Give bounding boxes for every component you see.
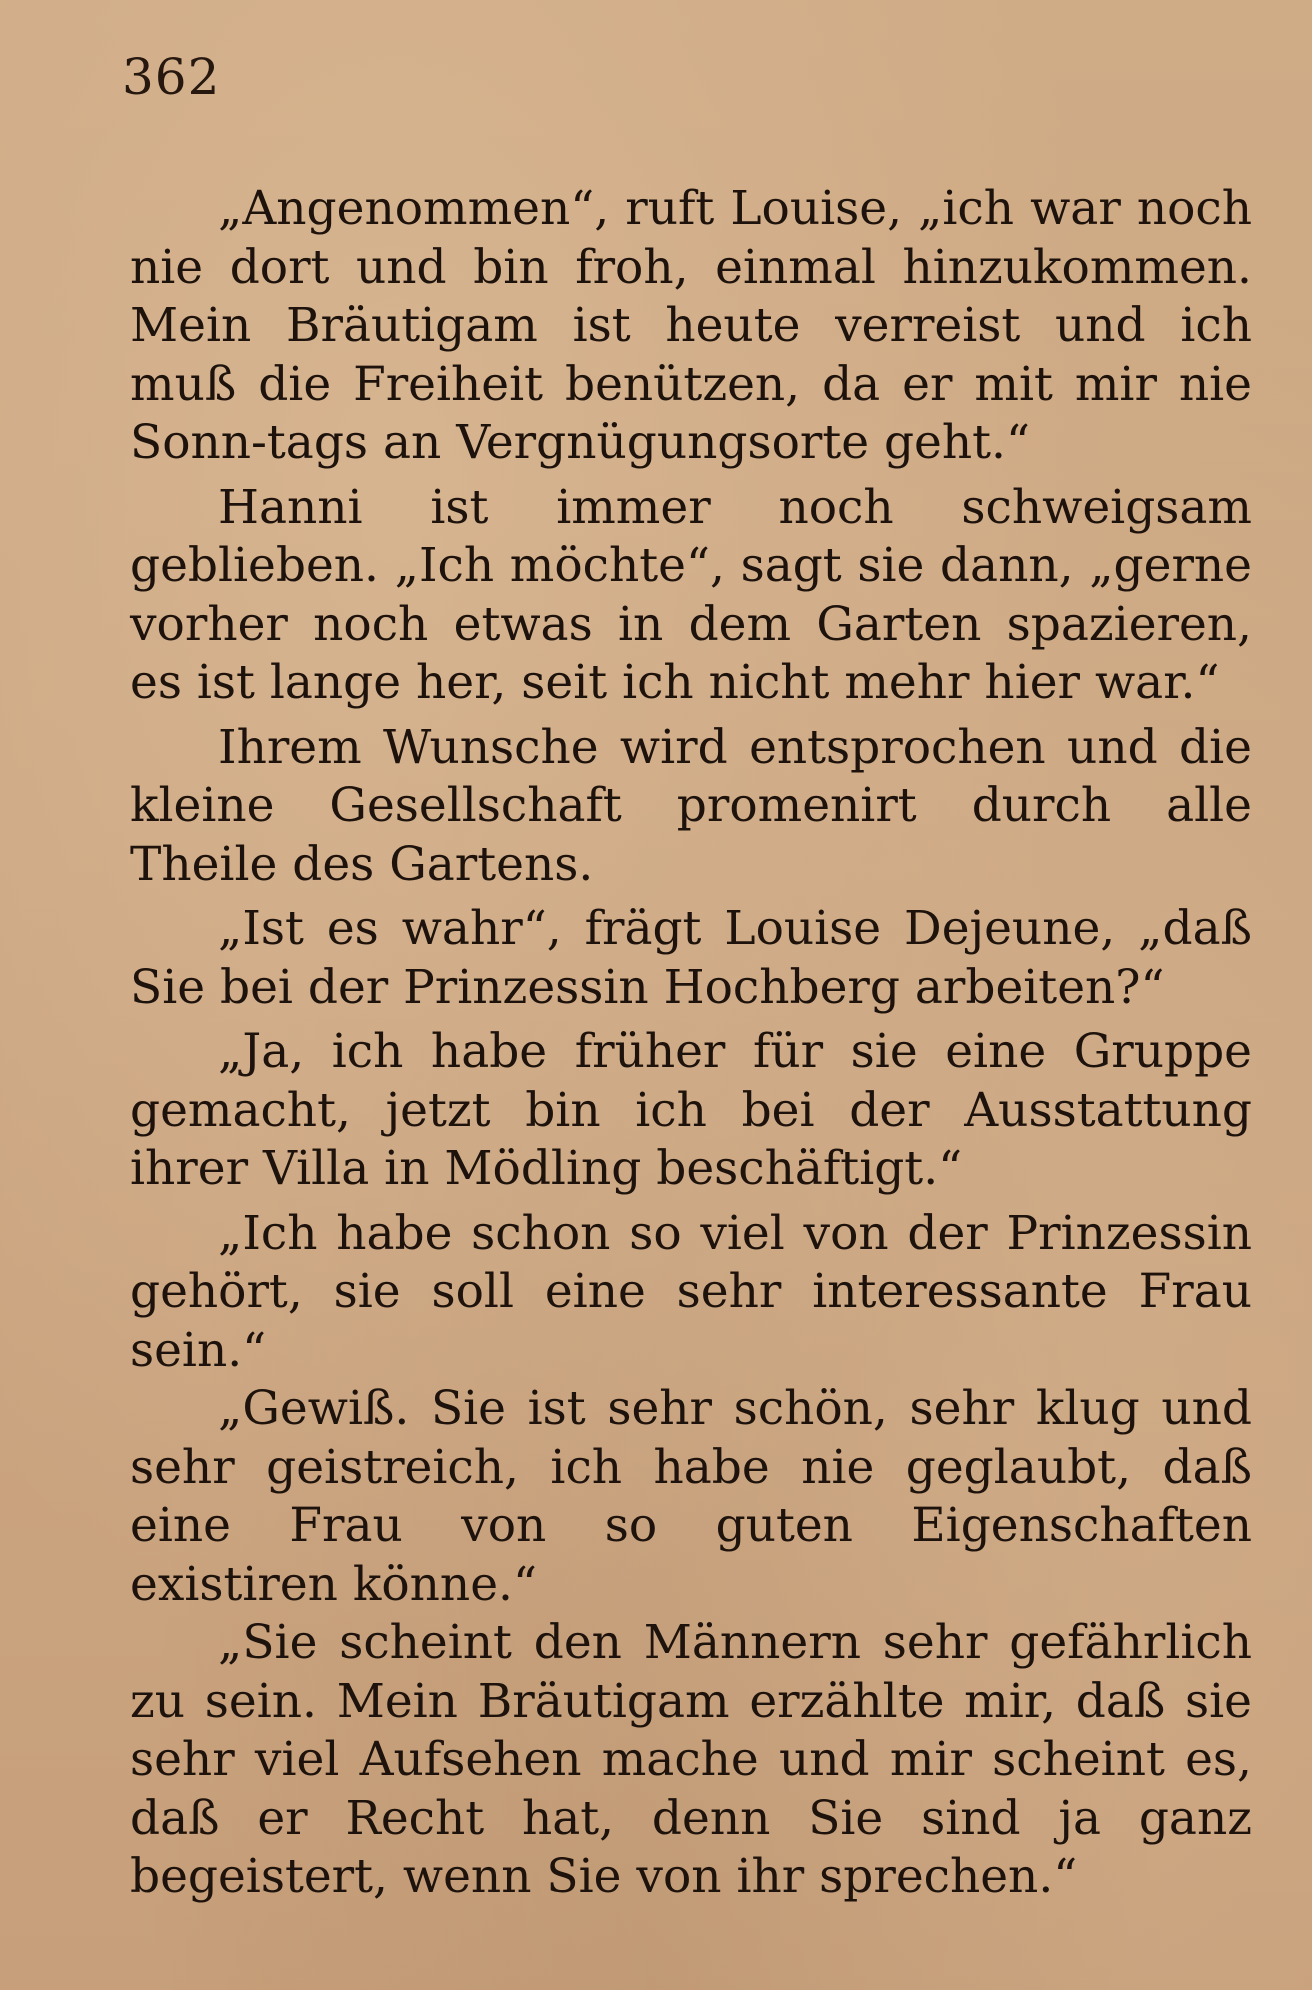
paragraph: „Gewiß. Sie ist sehr schön, sehr klug und sehr geistreich, ich habe nie geglaubt, daß eine Frau von so guten Eigenschaften existiren könne.“ [130, 1381, 1252, 1612]
body-text [130, 180, 1252, 1907]
paragraph: „Sie scheint den Männern sehr gefährlich zu sein. Mein Bräutigam erzählte mir, daß sie sehr viel Aufsehen mache und mir scheint es, daß er Recht hat, denn Sie sind ja ganz begeistert, wenn Sie von ihr sprechen.“ [130, 1615, 1252, 1904]
paragraph: „Angenommen“, ruft Louise, „ich war noch nie dort und bin froh, einmal hinzukommen. Mein Bräutigam ist heute verreist und ich muß die Freiheit benützen, da er mit mir nie Sonn-tags an Vergnügungsorte geht.“ [130, 181, 1252, 470]
paragraph: „Ich habe schon so viel von der Prinzessin gehört, sie soll eine sehr interessante Frau sein.“ [130, 1205, 1252, 1378]
paragraph: „Ja, ich habe früher für sie eine Gruppe gemacht, jetzt bin ich bei der Ausstattung ihrer Villa in Mödling beschäftigt.“ [130, 1024, 1252, 1196]
paragraph: Hanni ist immer noch schweigsam geblieben. „Ich möchte“, sagt sie dann, „gerne vorher noch etwas in dem Garten spazieren, es ist lange her, seit ich nicht mehr hier war.“ [130, 479, 1252, 710]
paragraph: Ihrem Wunsche wird entsprochen und die kleine Gesellschaft promenirt durch alle Theile des Gartens. [130, 719, 1252, 892]
paragraph: „Ist es wahr“, frägt Louise Dejeune, „daß Sie bei der Prinzessin Hochberg arbeiten?“ [130, 901, 1252, 1015]
page-number: 362 [122, 48, 221, 106]
